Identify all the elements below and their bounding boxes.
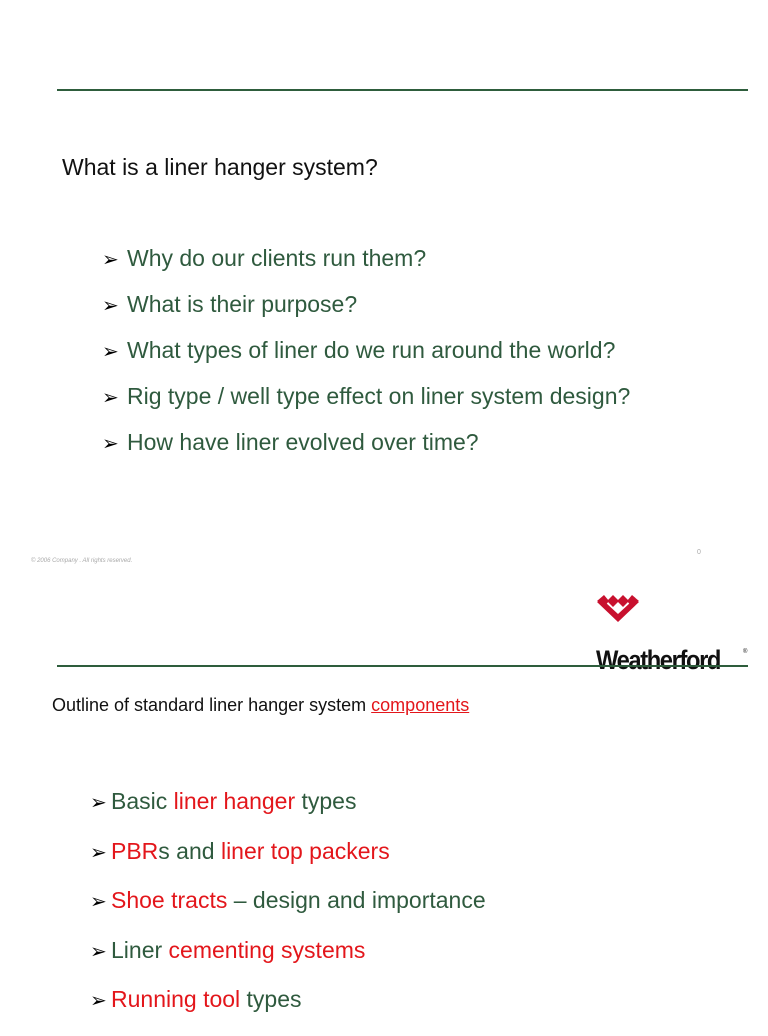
title-text: Outline of standard liner hanger system <box>52 695 372 715</box>
slide-title <box>52 695 469 716</box>
list-item <box>90 838 486 888</box>
bullet-text-run: Basic <box>111 788 174 814</box>
arrow-bullet-icon: ➢ <box>90 792 107 814</box>
highlighted-term: liner hanger <box>173 788 296 814</box>
copyright-notice: © 2006 Company . All rights reserved. <box>31 558 133 564</box>
list-item <box>102 383 630 429</box>
logo-mark-icon <box>595 593 641 623</box>
highlighted-term: cementing systems <box>168 936 366 963</box>
page-number: 0 <box>697 549 701 556</box>
bullet-list <box>102 245 630 475</box>
arrow-bullet-icon: ➢ <box>90 940 107 963</box>
bullet-text <box>111 887 486 914</box>
bullet-text <box>111 937 365 964</box>
bullet-text: What is their purpose? <box>127 291 358 317</box>
bullet-text-run: – design and importance <box>227 887 486 913</box>
bullet-text <box>111 986 302 1013</box>
bullet-text: How have liner evolved over time? <box>127 429 479 455</box>
arrow-bullet-icon: ➢ <box>102 387 119 409</box>
bullet-text-run: s and <box>158 837 221 864</box>
arrow-bullet-icon: ➢ <box>90 990 107 1012</box>
arrow-bullet-icon: ➢ <box>102 249 119 271</box>
list-item <box>102 245 630 291</box>
trademark-mark: ® <box>743 649 748 655</box>
list-item <box>102 429 630 475</box>
arrow-bullet-icon: ➢ <box>102 295 119 317</box>
list-item <box>102 337 630 383</box>
list-item <box>90 986 486 1036</box>
slide-2 <box>0 575 768 1024</box>
header-rule <box>57 89 748 91</box>
bullet-text <box>111 838 390 865</box>
bullet-text-run: types <box>295 788 357 814</box>
list-item <box>90 788 486 838</box>
bullet-list <box>90 788 486 1036</box>
arrow-bullet-icon: ➢ <box>90 841 107 864</box>
arrow-bullet-icon: ➢ <box>102 433 119 455</box>
bullet-text: What types of liner do we run around the world? <box>127 337 616 363</box>
arrow-bullet-icon: ➢ <box>90 891 107 913</box>
slide-title: What is a liner hanger system? <box>62 154 378 180</box>
bullet-text: Rig type / well type effect on liner system design? <box>127 383 631 409</box>
bullet-text: Why do our clients run them? <box>127 245 427 271</box>
company-logo <box>595 593 750 675</box>
bullet-text-run: Liner <box>111 936 169 963</box>
list-item <box>102 291 630 337</box>
logo-wordmark: Weatherford <box>596 645 721 675</box>
arrow-bullet-icon: ➢ <box>102 341 119 363</box>
highlighted-term: liner top packers <box>220 837 390 864</box>
list-item <box>90 887 486 937</box>
highlighted-term: Shoe tracts <box>111 887 228 913</box>
bullet-text <box>111 788 356 815</box>
highlighted-term: Running tool <box>111 986 241 1012</box>
components-link[interactable]: components <box>371 695 470 715</box>
header-rule <box>57 665 748 667</box>
bullet-text-run: types <box>240 986 302 1012</box>
list-item <box>90 937 486 987</box>
highlighted-term: PBR <box>111 837 159 864</box>
